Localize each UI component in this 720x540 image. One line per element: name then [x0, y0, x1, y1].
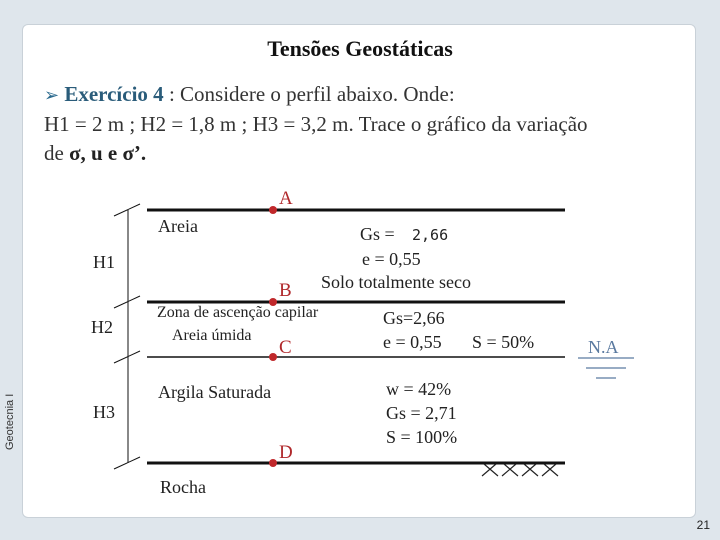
dimension-tick-a	[114, 204, 140, 216]
bullet-arrow-icon: ➢	[44, 85, 60, 105]
exercise-line-2: H1 = 2 m ; H2 = 1,8 m ; H3 = 3,2 m. Trace o gráfico da variação	[44, 112, 588, 136]
exercise-line-3-prefix: de	[44, 141, 70, 165]
point-a-label: A	[279, 188, 293, 209]
layer2-gs-value: Gs=2,66	[383, 308, 445, 328]
layer-rocha-label: Rocha	[160, 477, 206, 497]
layer1-e-value: e = 0,55	[362, 249, 421, 269]
layer1-gs-value: 2,66	[412, 226, 449, 244]
layer3-gs-value: Gs = 2,71	[386, 403, 457, 423]
side-label: Geotecnia I	[4, 393, 16, 450]
layer2-e-value: e = 0,55	[383, 332, 442, 352]
layer-zona-label: Zona de ascenção capilar	[157, 304, 319, 321]
layer3-w-value: w = 42%	[386, 379, 452, 399]
layer-areia-umida-label: Areia úmida	[172, 327, 252, 344]
height-h3-label: H3	[93, 402, 115, 422]
layer1-note: Solo totalmente seco	[321, 272, 471, 292]
rock-hatch	[482, 464, 558, 476]
height-h2-label: H2	[91, 317, 113, 337]
dimension-tick-d	[114, 457, 140, 469]
exercise-heading: Exercício 4	[64, 82, 164, 106]
exercise-symbols: σ, u e σ’.	[69, 141, 147, 165]
layer-argila-label: Argila Saturada	[158, 382, 272, 402]
exercise-intro: : Considere o perfil abaixo. Onde:	[163, 82, 455, 106]
point-c-label: C	[279, 337, 292, 358]
layer1-gs-label: Gs =	[360, 224, 395, 244]
point-d-label: D	[279, 442, 293, 463]
dimension-tick-c	[114, 351, 140, 363]
page-number: 21	[696, 518, 710, 532]
point-b-label: B	[279, 280, 292, 301]
point-a-marker	[269, 206, 277, 214]
layer3-s-value: S = 100%	[386, 427, 458, 447]
water-table-label: N.A	[588, 337, 619, 357]
dimension-tick-b	[114, 296, 140, 308]
height-h1-label: H1	[93, 252, 115, 272]
layer2-s-value: S = 50%	[472, 332, 535, 352]
layer-areia-label: Areia	[158, 216, 198, 236]
point-d-marker	[269, 459, 277, 467]
point-c-marker	[269, 353, 277, 361]
slide-title: Tensões Geostáticas	[267, 36, 453, 61]
